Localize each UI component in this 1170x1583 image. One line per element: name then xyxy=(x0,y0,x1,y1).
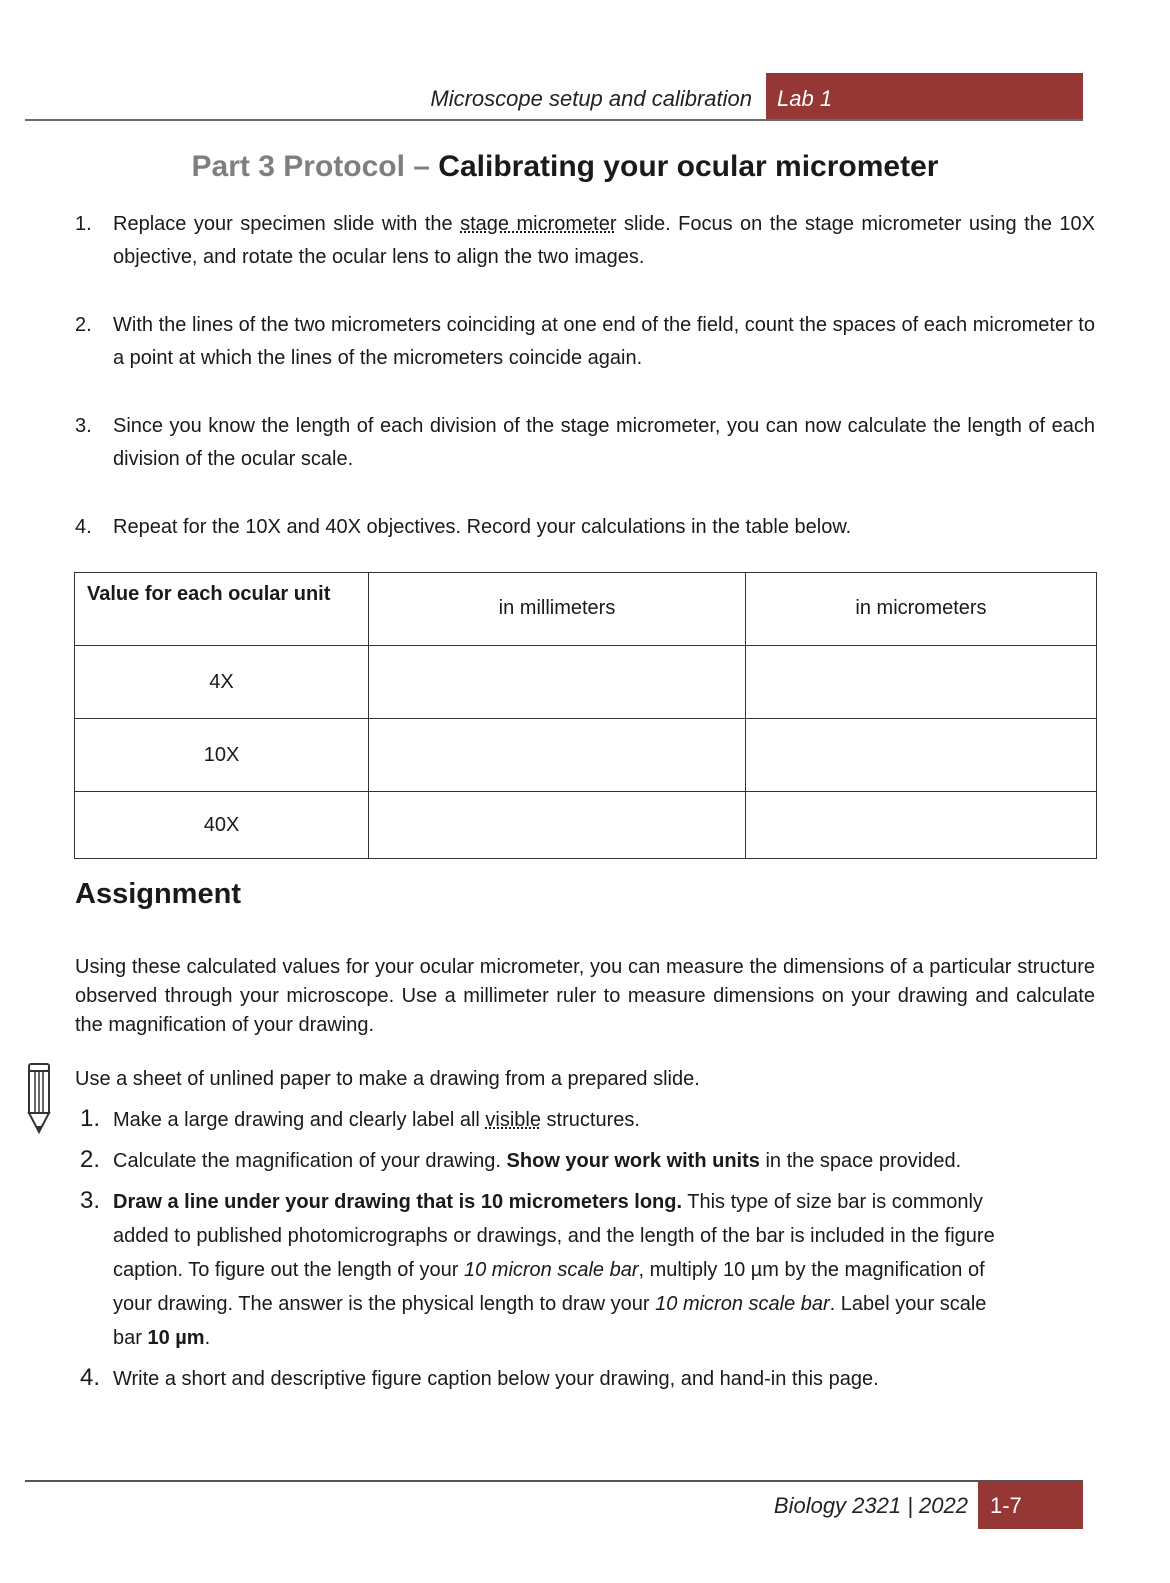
column-header: in millimeters xyxy=(369,573,746,646)
um-cell[interactable] xyxy=(746,792,1097,859)
um-cell[interactable] xyxy=(746,719,1097,792)
calibration-table xyxy=(74,572,1097,859)
stage-micrometer-term: stage micrometer xyxy=(460,213,617,235)
objective-cell: 10X xyxy=(75,719,369,792)
table-header-row xyxy=(75,573,1097,646)
pencil-icon xyxy=(26,1062,52,1138)
um-cell[interactable] xyxy=(746,646,1097,719)
assignment-intro: Use a sheet of unlined paper to make a drawing from a prepared slide. xyxy=(75,1068,700,1090)
task-number: 4. xyxy=(80,1364,101,1391)
objective-cell: 40X xyxy=(75,792,369,859)
table-row xyxy=(75,719,1097,792)
task-item xyxy=(80,1103,1020,1137)
task-text: . Label your scale bar xyxy=(113,1293,987,1349)
task-text: Make a large drawing and clearly label all xyxy=(113,1109,486,1131)
task-text: This type of size bar is commonly added to published photomicrographs or drawings, and the length of the bar is included in the figure caption. To figure out the length of your xyxy=(113,1191,995,1281)
assignment-heading: Assignment xyxy=(75,878,241,910)
protocol-steps xyxy=(75,208,1095,544)
task-text: Write a short and descriptive figure caption below your drawing, and hand-in this page. xyxy=(113,1368,879,1390)
table-row xyxy=(75,646,1097,719)
scale-label: 10 µm xyxy=(147,1327,205,1349)
assignment-paragraph: Using these calculated values for your ocular micrometer, you can measure the dimensions of a particular structure observed through your microscope. Use a millimeter ruler to measure dimensions on your drawing and calculate the magnification of your drawing. xyxy=(75,956,1095,1036)
protocol-step xyxy=(75,511,1095,544)
step-number: 1. xyxy=(75,213,92,235)
task-item xyxy=(80,1362,1020,1396)
part-prefix: Part 3 Protocol xyxy=(191,150,405,183)
protocol-step xyxy=(75,309,1095,375)
page-title xyxy=(0,150,1130,184)
visible-term: visible xyxy=(485,1109,541,1131)
scale-bar-term: 10 micron scale bar xyxy=(655,1293,830,1315)
header-title: Microscope setup and calibration xyxy=(430,86,752,111)
objective-cell: 4X xyxy=(75,646,369,719)
task-number: 1. xyxy=(80,1105,101,1132)
task-bold-text: Draw a line under your drawing that is 10 micrometers long. xyxy=(113,1191,683,1213)
mm-cell[interactable] xyxy=(369,719,746,792)
step-number: 3. xyxy=(75,415,92,437)
task-text: , multiply 10 µm by the magnification of your drawing. The answer is the physical length to draw your xyxy=(113,1259,985,1315)
step-text: Replace your specimen slide with the xyxy=(113,213,461,235)
table-row xyxy=(75,792,1097,859)
protocol-step xyxy=(75,410,1095,476)
step-text: slide. Focus on the stage micrometer using the 10X objective, and rotate the ocular lens to align the two images. xyxy=(113,213,1095,268)
column-header: Value for each ocular unit xyxy=(75,573,369,646)
task-text: in the space provided. xyxy=(759,1150,962,1172)
step-text: Since you know the length of each division of the stage micrometer, you can now calculate the length of each division of the ocular scale. xyxy=(113,415,1095,470)
task-bold-text: Show your work with units xyxy=(506,1150,760,1172)
column-header: in micrometers xyxy=(746,573,1097,646)
title-dash: – xyxy=(404,150,439,183)
task-item xyxy=(80,1144,1020,1178)
footer-divider xyxy=(25,1480,1083,1482)
assignment-tasks xyxy=(80,1103,1020,1403)
step-text: Repeat for the 10X and 40X objectives. Record your calculations in the table below. xyxy=(113,516,852,538)
scale-bar-term: 10 micron scale bar xyxy=(463,1259,639,1281)
task-number: 3. xyxy=(80,1187,101,1214)
part-title-text: Calibrating your ocular micrometer xyxy=(438,150,939,183)
task-text: . xyxy=(204,1327,211,1349)
step-number: 2. xyxy=(75,314,92,336)
page-number-badge: 1-7 xyxy=(978,1481,1083,1529)
footer-course: Biology 2321 | 2022 xyxy=(773,1493,968,1518)
lab-badge: Lab 1 xyxy=(766,73,1083,121)
step-text: With the lines of the two micrometers coinciding at one end of the field, count the spaces of each micrometer to a point at which the lines of the micrometers coincide again. xyxy=(113,314,1095,369)
header-divider xyxy=(25,119,1083,121)
protocol-step xyxy=(75,208,1095,274)
task-number: 2. xyxy=(80,1146,101,1173)
task-text: structures. xyxy=(541,1109,640,1131)
step-number: 4. xyxy=(75,516,92,538)
mm-cell[interactable] xyxy=(369,646,746,719)
mm-cell[interactable] xyxy=(369,792,746,859)
task-item xyxy=(80,1185,1020,1355)
task-text: Calculate the magnification of your drawing. xyxy=(113,1150,507,1172)
